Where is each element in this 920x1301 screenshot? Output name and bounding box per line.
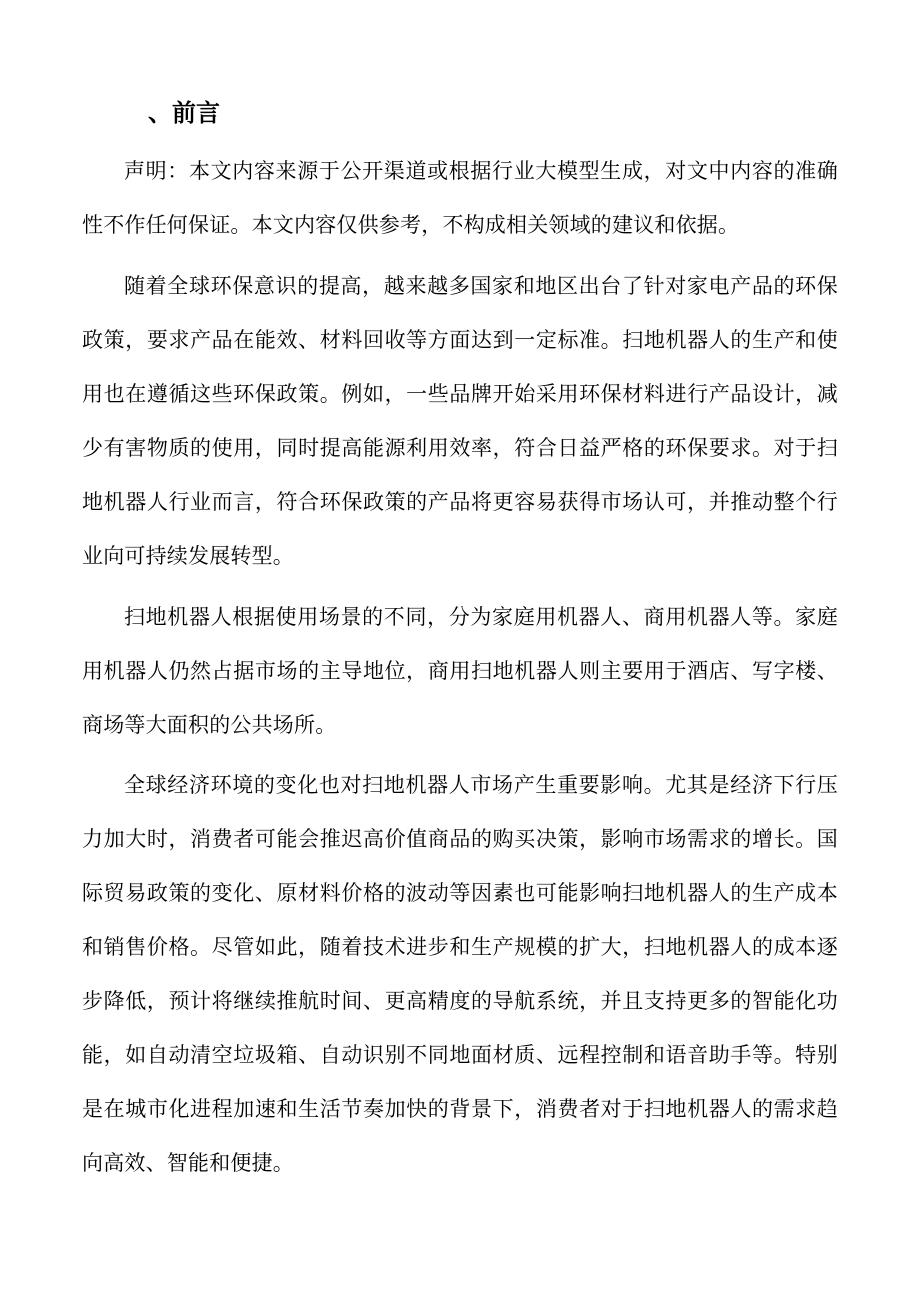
usage-scenario-paragraph: 扫地机器人根据使用场景的不同，分为家庭用机器人、商用机器人等。家庭用机器人仍然占据市场的主导地位，商用扫地机器人则主要用于酒店、写字楼、商场等大面积的公共场所。 (82, 605, 838, 737)
economic-impact-paragraph: 全球经济环境的变化也对扫地机器人市场产生重要影响。尤其是经济下行压力加大时，消费者可能会推迟高价值商品的购买决策，影响市场需求的增长。国际贸易政策的变化、原材料价格的波动等因素也可能影响扫地机器人的生产成本和销售价格。尽管如此，随着技术进步和生产规模的扩大，扫地机器人的成本逐步降低，预计将继续推航时间、更高精度的导航系统，并且支持更多的智能化功能，如自动清空垃圾箱、自动识别不同地面材质、远程控制和语音助手等。特别是在城市化进程加速和生活节奏加快的背景下，消费者对于扫地机器人的需求趋向高效、智能和便捷。 (82, 773, 838, 1175)
environmental-policy-paragraph: 随着全球环保意识的提高，越来越多国家和地区出台了针对家电产品的环保政策，要求产品在能效、材料回收等方面达到一定标准。扫地机器人的生产和使用也在遵循这些环保政策。例如，一些品牌开始采用环保材料进行产品设计，减少有害物质的使用，同时提高能源利用效率，符合日益严格的环保要求。对于扫地机器人行业而言，符合环保政策的产品将更容易获得市场认可，并推动整个行业向可持续发展转型。 (82, 274, 838, 568)
disclaimer-paragraph: 声明：本文内容来源于公开渠道或根据行业大模型生成，对文中内容的准确性不作任何保证。本文内容仅供参考，不构成相关领域的建议和依据。 (82, 159, 838, 237)
section-heading: 、前言 (148, 99, 220, 127)
